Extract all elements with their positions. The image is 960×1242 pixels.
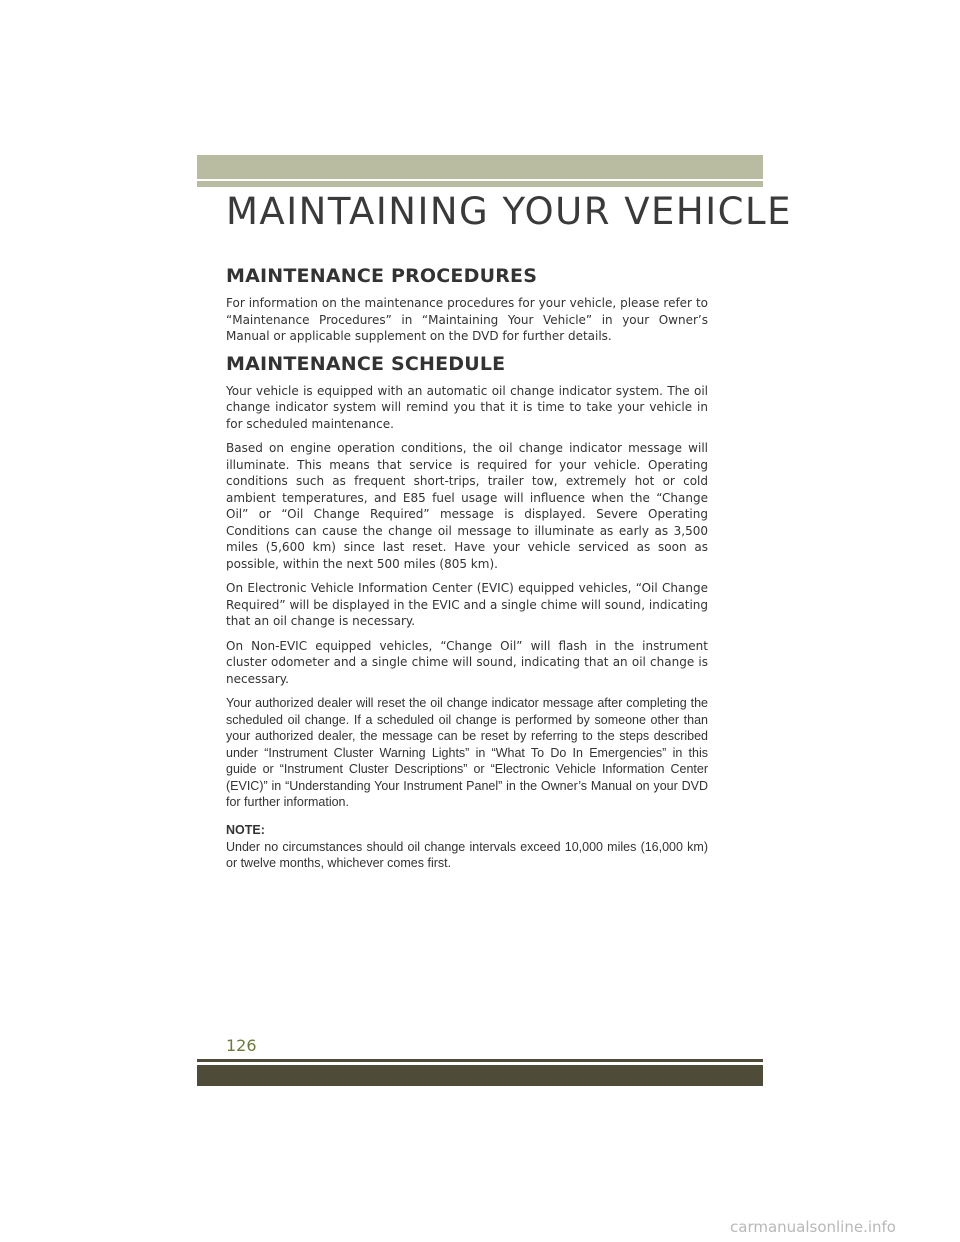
page-content	[226, 265, 708, 880]
footer-rule	[197, 1059, 763, 1062]
header-rule	[197, 181, 763, 187]
schedule-paragraph-5: Your authorized dealer will reset the oil change indicator message after completing the scheduled oil change. If a scheduled oil change is performed by someone other than your authorized dealer, the message can be reset by referring to the steps described under “Instrument Cluster Warning Lights” in “What To Do In Emergencies” in this guide or “Instrument Cluster Descriptions” or “Electronic Vehicle Information Center (EVIC)” in “Understanding Your Instrument Panel” in the Owner’s Manual on your DVD for further information.	[226, 696, 708, 809]
schedule-heading: MAINTENANCE SCHEDULE	[226, 352, 506, 375]
schedule-paragraph-3: On Electronic Vehicle Information Center (EVIC) equipped vehicles, “Oil Change Required” will be displayed in the EVIC and a single chime will sound, indicating that an oil change is necessary.	[226, 581, 708, 628]
page-number: 126	[226, 1036, 257, 1055]
note-text: Under no circumstances should oil change intervals exceed 10,000 miles (16,000 km) or twelve months, whichever comes first.	[226, 839, 708, 870]
procedures-heading: MAINTENANCE PROCEDURES	[226, 265, 538, 287]
note-label: NOTE:	[226, 822, 265, 837]
schedule-paragraph-2: Based on engine operation conditions, the oil change indicator message will illuminate. This means that service is required for your vehicle. Operating conditions such as frequent short-trips, trailer tow, extremely hot or cold ambient temperatures, and E85 fuel usage will influence when the “Change Oil” or “Oil Change Required” message is displayed. Severe Operating Conditions can cause the change oil message to illuminate as early as 3,500 miles (5,600 km) since last reset. Have your vehicle serviced as soon as possible, within the next 500 miles (805 km).	[226, 441, 708, 571]
section-title: MAINTAINING YOUR VEHICLE	[226, 190, 792, 233]
schedule-paragraph-1: Your vehicle is equipped with an automatic oil change indicator system. The oil change indicator system will remind you that it is time to take your vehicle in for scheduled maintenance.	[226, 383, 708, 431]
footer-band	[197, 1065, 763, 1086]
procedures-paragraph: For information on the maintenance procedures for your vehicle, please refer to “Maintenance Procedures” in “Maintaining Your Vehicle” in your Owner’s Manual or applicable supplement on the DVD for further details.	[226, 296, 708, 343]
schedule-paragraph-4: On Non-EVIC equipped vehicles, “Change Oil” will flash in the instrument cluster odometer and a single chime will sound, indicating that an oil change is necessary.	[226, 638, 708, 686]
header-band	[197, 155, 763, 179]
watermark: carmanualsonline.info	[730, 1218, 896, 1236]
